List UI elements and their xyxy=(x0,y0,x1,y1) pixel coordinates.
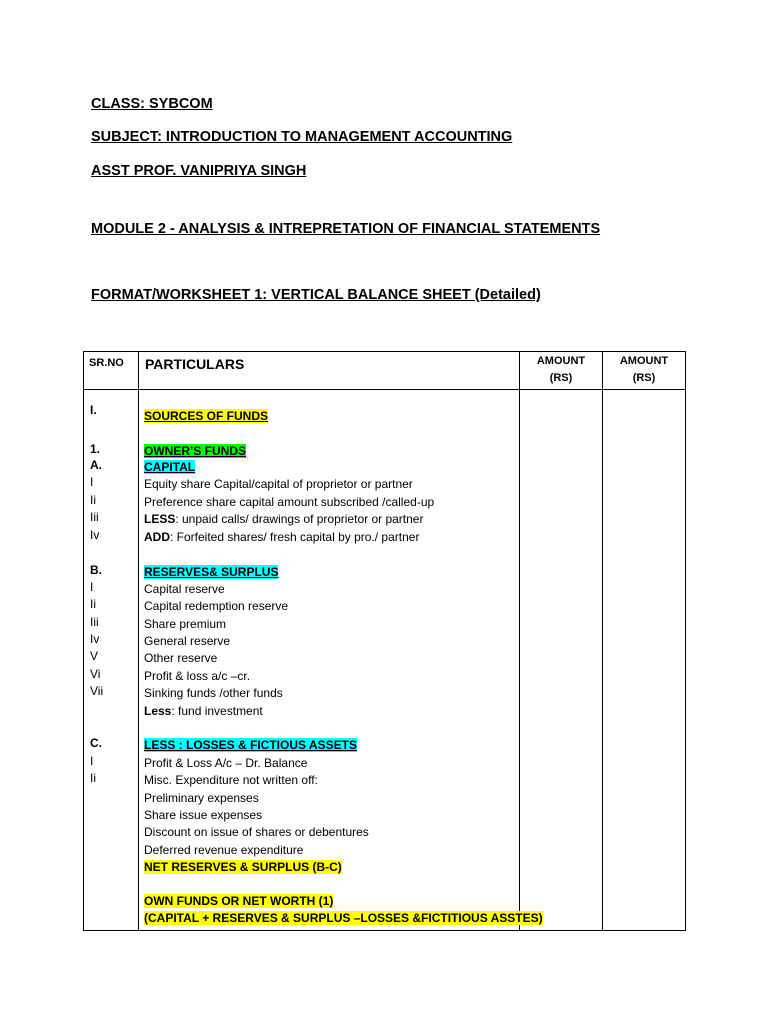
module-heading: MODULE 2 - ANALYSIS & INTREPRETATION OF FINANCIAL STATEMENTS xyxy=(91,221,601,237)
amount-header-2 xyxy=(603,352,686,390)
sr-no-column xyxy=(84,390,139,931)
sr-label: Iv xyxy=(90,632,100,646)
sr-label: I. xyxy=(90,403,97,417)
sr-label: I xyxy=(90,475,94,489)
sr-label: I xyxy=(90,580,94,594)
amount-column-2 xyxy=(603,390,686,931)
sr-label: Ii xyxy=(90,597,96,611)
less-unpaid-text: : unpaid calls/ drawings of proprietor or partner xyxy=(175,512,424,526)
particular-item: Equity share Capital/capital of proprietor or partner xyxy=(144,477,413,491)
less-fund-label: Less xyxy=(144,704,172,718)
sr-label: Vi xyxy=(90,667,101,681)
amount-column-1 xyxy=(520,390,603,931)
amount-header-1-unit: (RS) xyxy=(549,372,573,384)
reserves-surplus-heading: RESERVES& SURPLUS xyxy=(144,565,279,579)
amount-header-2-unit: (RS) xyxy=(632,372,656,384)
particular-item: Capital reserve xyxy=(144,582,225,596)
particulars-header: PARTICULARS xyxy=(139,352,520,390)
particular-item: Profit & loss a/c –cr. xyxy=(144,669,251,683)
particulars-column xyxy=(139,390,543,931)
particular-item: Share premium xyxy=(144,617,227,631)
particular-item: General reserve xyxy=(144,634,231,648)
particular-item: Preliminary expenses xyxy=(144,791,259,805)
sr-no-header: SR.NO xyxy=(84,352,139,390)
less-fund-text: : fund investment xyxy=(171,704,263,718)
particular-item xyxy=(144,703,263,719)
add-label: ADD xyxy=(144,530,170,544)
own-funds-total: OWN FUNDS OR NET WORTH (1) xyxy=(144,894,334,908)
sr-label: B. xyxy=(90,563,102,577)
amount-header-1 xyxy=(520,352,603,390)
subject-heading: SUBJECT: INTRODUCTION TO MANAGEMENT ACCOUNTING xyxy=(91,129,513,145)
worksheet-heading: FORMAT/WORKSHEET 1: VERTICAL BALANCE SHEET (Detailed) xyxy=(91,287,541,303)
class-heading: CLASS: SYBCOM xyxy=(91,96,213,112)
particular-item: Capital redemption reserve xyxy=(144,599,289,613)
sr-label: Ii xyxy=(90,493,96,507)
sources-of-funds-heading: SOURCES OF FUNDS xyxy=(144,409,269,423)
particular-item: Discount on issue of shares or debentures xyxy=(144,825,369,839)
particular-item: Misc. Expenditure not written off: xyxy=(144,773,318,787)
net-reserves-total: NET RESERVES & SURPLUS (B-C) xyxy=(144,860,342,874)
less-label: LESS xyxy=(144,512,176,526)
sr-label: C. xyxy=(90,736,102,750)
balance-sheet-table xyxy=(83,351,686,931)
table-body-row xyxy=(84,390,686,931)
sr-label: V xyxy=(90,649,99,663)
sr-label: Iii xyxy=(90,510,99,524)
particular-item: Sinking funds /other funds xyxy=(144,686,283,700)
particular-item: Other reserve xyxy=(144,651,218,665)
sr-label: 1. xyxy=(90,442,101,456)
particular-item xyxy=(144,529,419,545)
sr-label: Vii xyxy=(90,684,104,698)
sr-label: Iii xyxy=(90,615,99,629)
particular-item: Deferred revenue expenditure xyxy=(144,843,304,857)
particular-item xyxy=(144,511,423,527)
sr-label: Ii xyxy=(90,771,96,785)
amount-header-2-label: AMOUNT xyxy=(619,355,669,367)
losses-fictitious-heading: LESS : LOSSES & FICTIOUS ASSETS xyxy=(144,738,357,752)
particular-item: Share issue expenses xyxy=(144,808,263,822)
capital-heading: CAPITAL xyxy=(144,460,196,474)
amount-header-1-label: AMOUNT xyxy=(536,355,586,367)
particular-item: Profit & Loss A/c – Dr. Balance xyxy=(144,756,308,770)
add-forfeited-text: : Forfeited shares/ fresh capital by pro./ partner xyxy=(170,530,420,544)
owners-funds-heading: OWNER’S FUNDS xyxy=(144,444,246,458)
own-funds-formula: (CAPITAL + RESERVES & SURPLUS –LOSSES &FICTITIOUS ASSTES) xyxy=(144,911,543,925)
professor-heading: ASST PROF. VANIPRIYA SINGH xyxy=(91,163,307,179)
sr-label: A. xyxy=(90,458,102,472)
table-header-row xyxy=(84,352,686,390)
particular-item: Preference share capital amount subscribed /called-up xyxy=(144,495,435,509)
sr-label: Iv xyxy=(90,528,100,542)
sr-label: I xyxy=(90,754,94,768)
